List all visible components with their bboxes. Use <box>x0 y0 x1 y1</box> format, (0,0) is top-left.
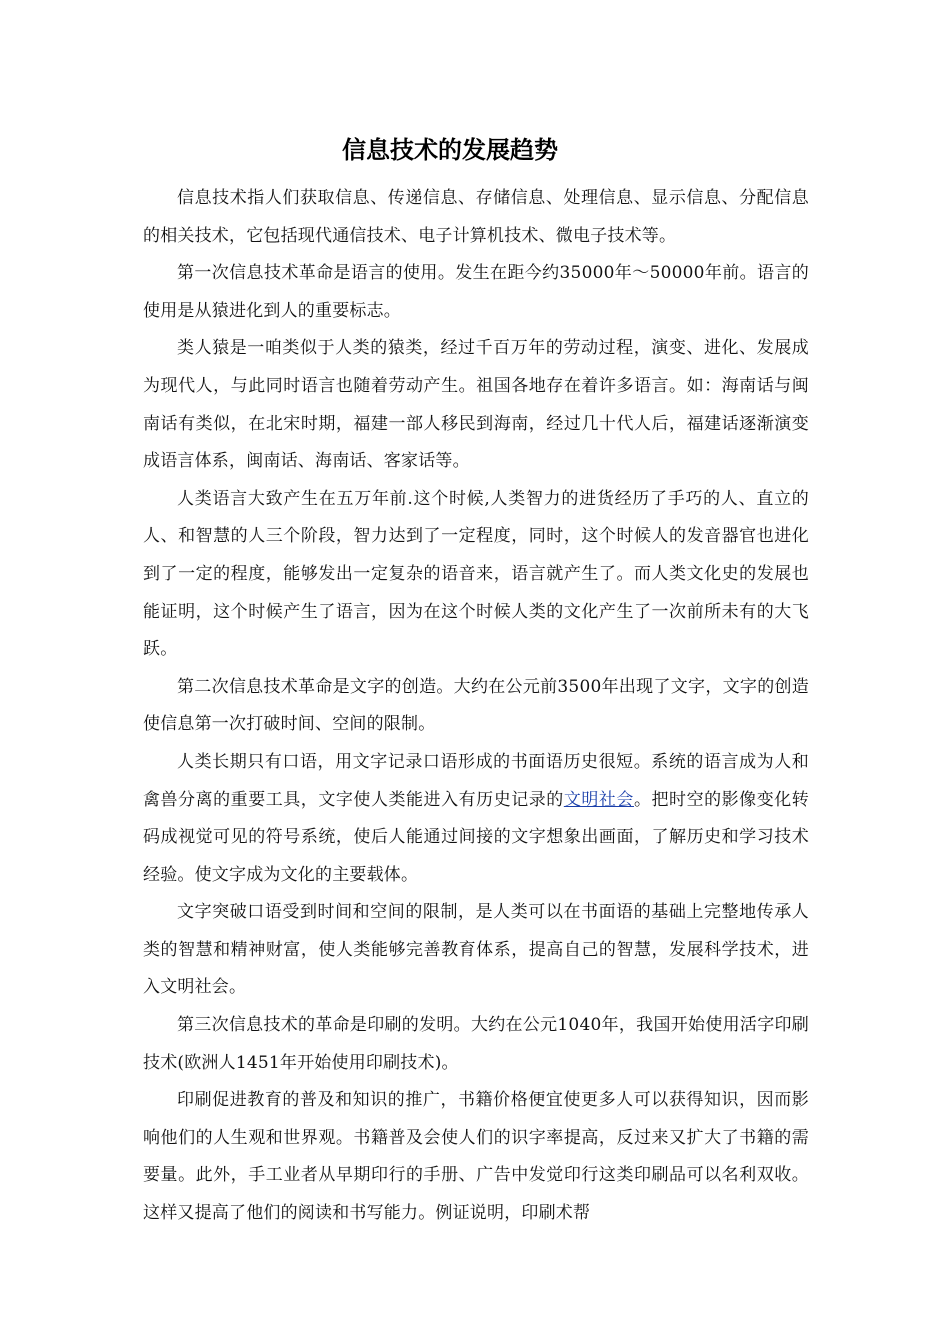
paragraph-third-revolution: 第三次信息技术的革命是印刷的发明。大约在公元1040年，我国开始使用活字印刷技术(欧洲人1451年开始使用印刷技术)。 <box>143 1015 809 1073</box>
paragraph-first-revolution: 第一次信息技术革命是语言的使用。发生在距今约35000年～50000年前。语言的使用是从猿进化到人的重要标志。 <box>143 263 809 321</box>
paragraph-written-language <box>143 744 809 894</box>
paragraph-second-revolution: 第二次信息技术革命是文字的创造。大约在公元前3500年出现了文字，文字的创造使信息第一次打破时间、空间的限制。 <box>143 676 809 735</box>
document-title: 信息技术的发展趋势 <box>342 136 558 164</box>
paragraph-printing-impact: 印刷促进教育的普及和知识的推广，书籍价格便宜使更多人可以获得知识，因而影响他们的人生观和世界观。书籍普及会使人们的识字率提高，反过来又扩大了书籍的需要量。此外，手工业者从早期印行的手册、广告中发觉印行这类印刷品可以名利双收。这样又提高了他们的阅读和书写能力。例证说明，印刷术帮 <box>143 1090 809 1224</box>
paragraph-ape-evolution: 类人猿是一咱类似于人类的猿类，经过千百万年的劳动过程，演变、进化、发展成为现代人，与此同时语言也随着劳动产生。祖国各地存在着许多语言。如：海南话与闽南话有类似，在北宋时期，福建一部人移民到海南，经过几十代人后，福建话逐渐演变成语言体系，闽南话、海南话、客家话等。 <box>143 338 809 472</box>
paragraph-text-before-link: 人类长期只有口语，用文字记录口语形成的书面语历史很短。系统的语言成为人和禽兽分离的重要工具，文字使人类能进入有历史记录的 <box>143 751 809 810</box>
paragraph-definition: 信息技术指人们获取信息、传递信息、存储信息、处理信息、显示信息、分配信息的相关技术，它包括现代通信技术、电子计算机技术、微电子技术等。 <box>143 188 809 246</box>
paragraph-writing-breakthrough: 文字突破口语受到时间和空间的限制，是人类可以在书面语的基础上完整地传承人类的智慧和精神财富，使人类能够完善教育体系，提高自己的智慧，发展科学技术，进入文明社会。 <box>143 902 809 998</box>
paragraph-text-after-link: 。把时空的影像变化转码成视觉可见的符号系统，使后人能通过间接的文字想象出画面，了解历史和学习技术经验。使文字成为文化的主要载体。 <box>143 789 809 885</box>
civilized-society-link[interactable]: 文明社会 <box>563 789 634 810</box>
document-body <box>143 180 809 1233</box>
paragraph-language-origin: 人类语言大致产生在五万年前.这个时候,人类智力的进货经历了手巧的人、直立的人、和智慧的人三个阶段，智力达到了一定程度，同时，这个时候人的发音器官也进化到了一定的程度，能够发出一定复杂的语音来，语言就产生了。而人类文化史的发展也能证明，这个时候产生了语言，因为在这个时候人类的文化产生了一次前所未有的大飞跃。 <box>143 488 809 660</box>
